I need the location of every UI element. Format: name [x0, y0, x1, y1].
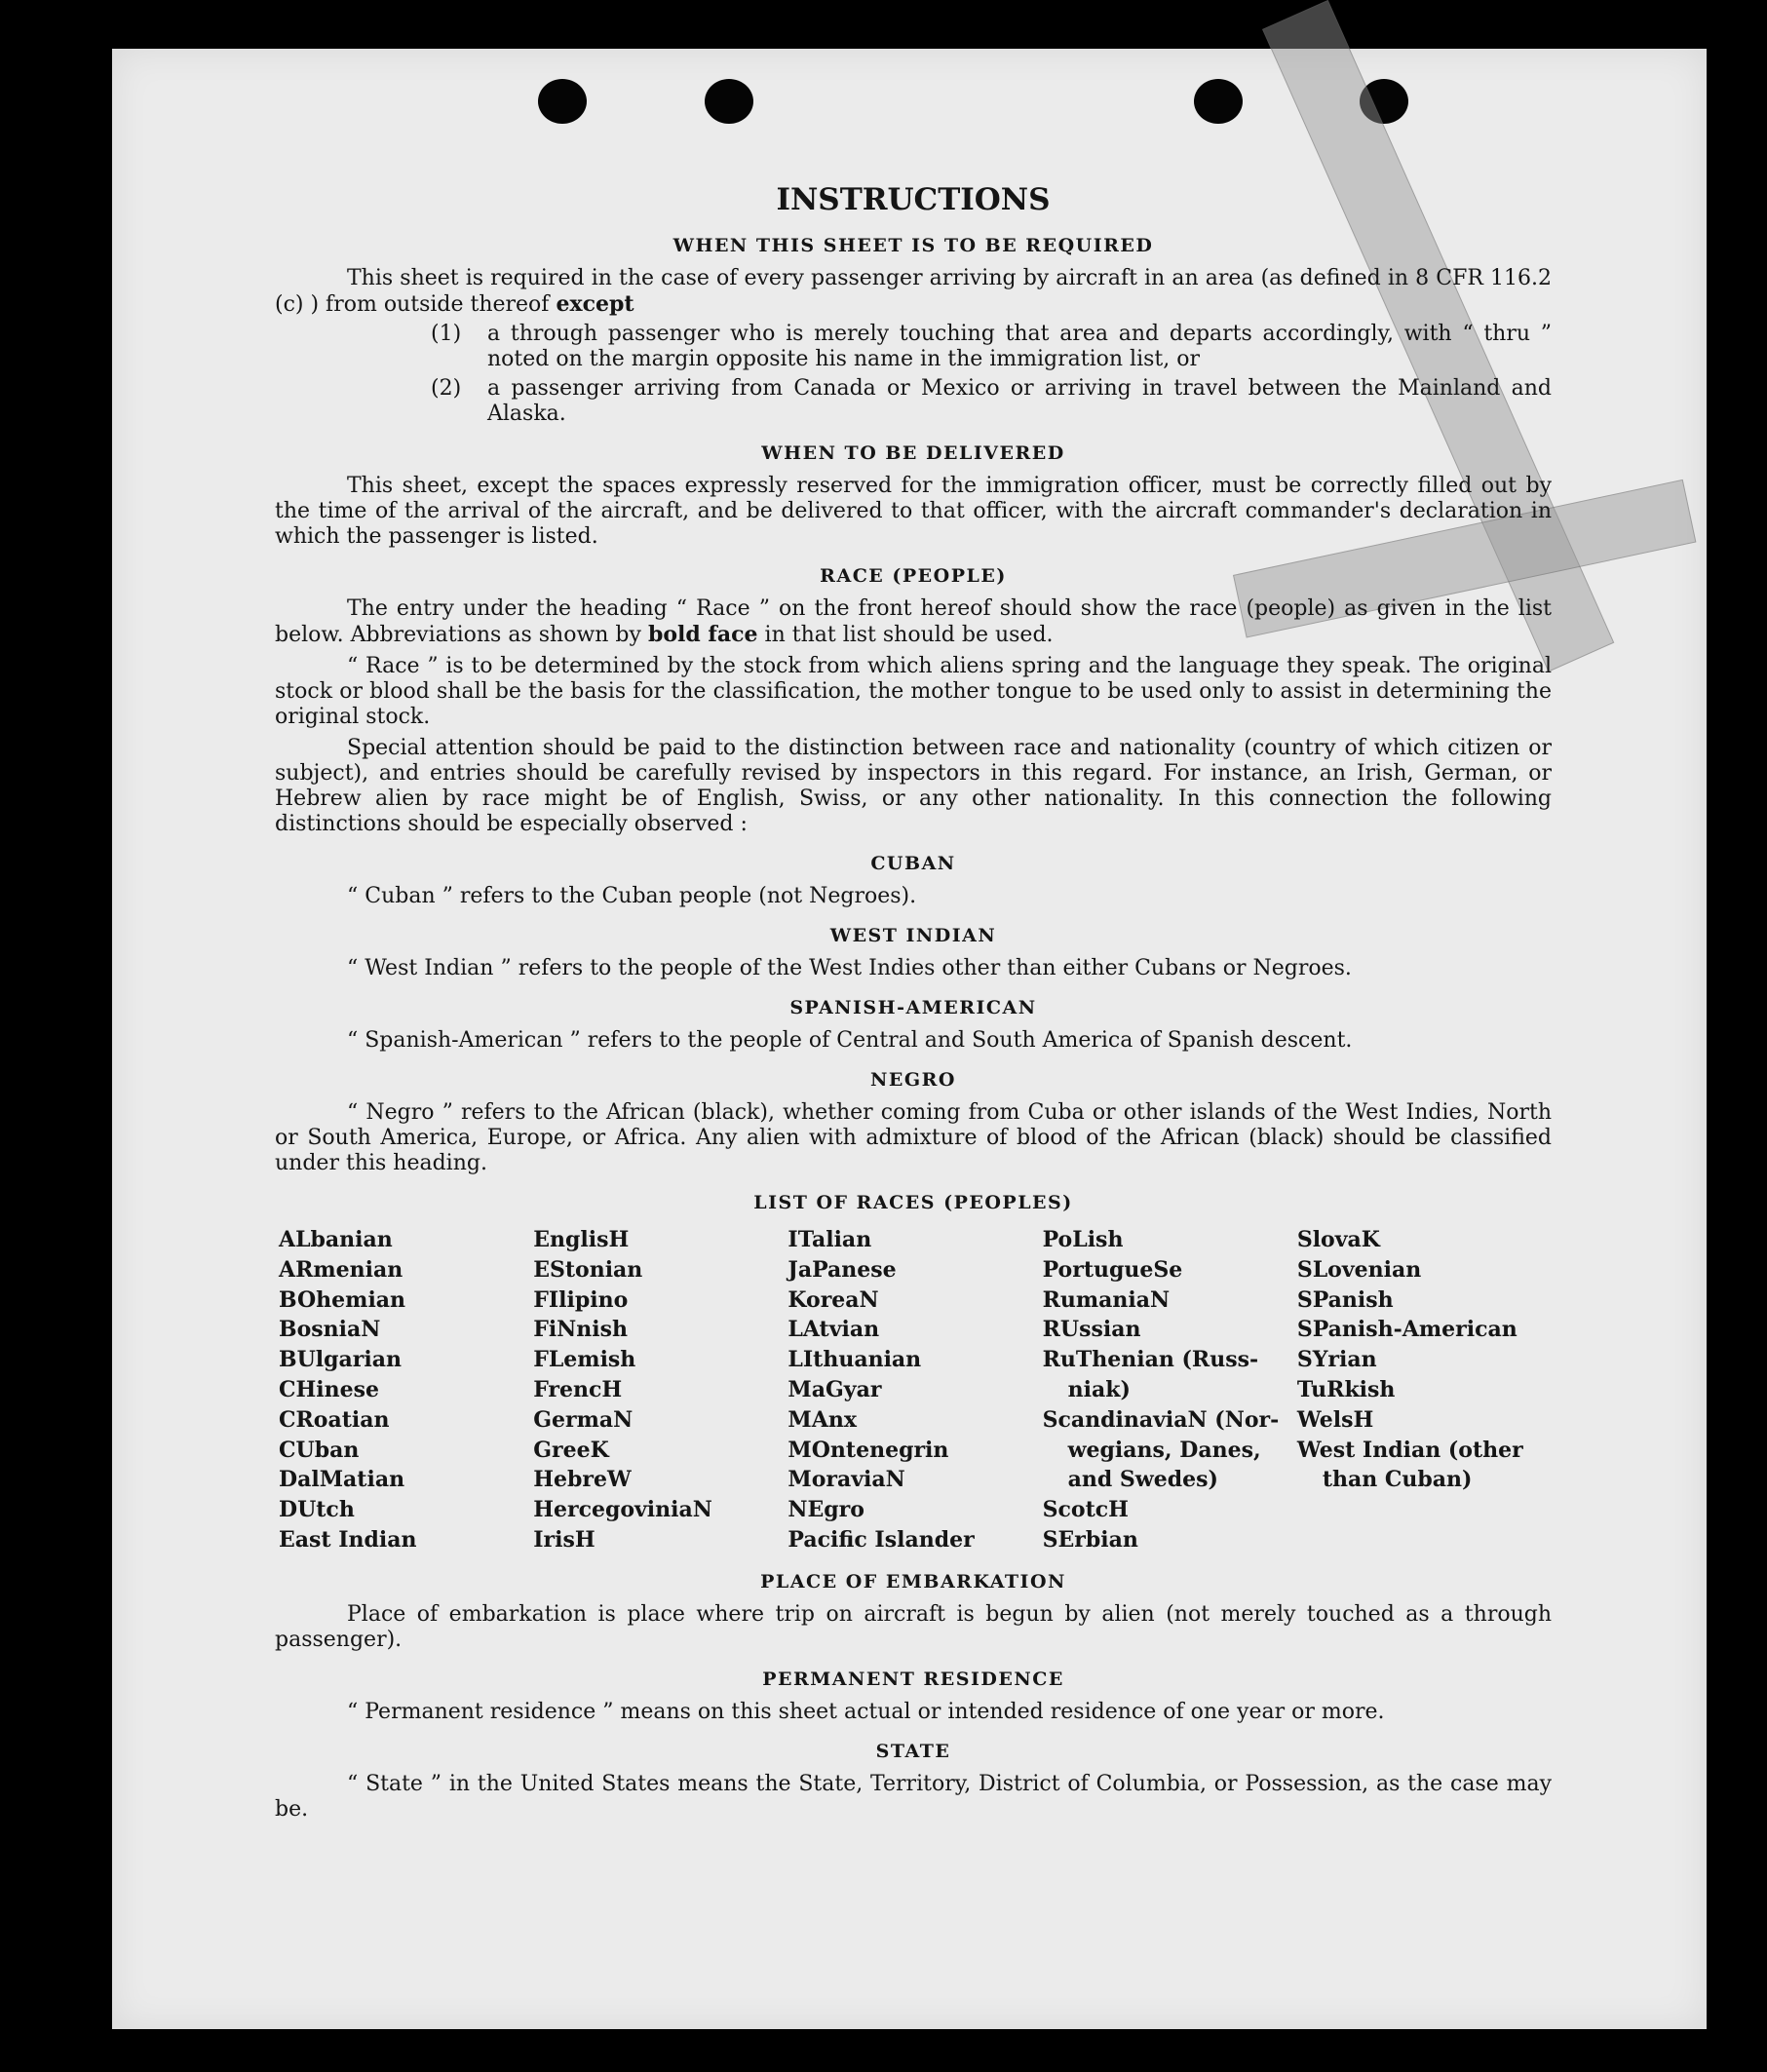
page-title: INSTRUCTIONS: [776, 182, 1051, 217]
race-item: SErbian: [1042, 1526, 1138, 1553]
race-item: MAnx: [787, 1406, 857, 1433]
race-item: LAtvian: [787, 1317, 880, 1343]
paragraph: Special attention should be paid to the distinction between race and nationality (country of which citizen or subject), and entries should be carefully revised by inspectors in this regard. For instance, an Irish, German, or Hebrew alien by race might be of English, Swiss, or any other nationality. In this connection the following distinctions should be especially observed :: [275, 736, 1552, 836]
section-heading: WHEN THIS SHEET IS TO BE REQUIRED: [672, 235, 1154, 256]
race-item: ScandinaviaN (Nor-: [1042, 1406, 1280, 1433]
race-item: EStonian: [533, 1256, 643, 1283]
race-item: SPanish-American: [1296, 1317, 1517, 1343]
paragraph-text: This sheet is required in the case of every passenger arriving by aircraft in an area (as defined in 8 CFR 116.2 (c) ) from outside thereof: [275, 266, 1552, 317]
race-item-continuation: niak): [1067, 1376, 1131, 1402]
list-item: [275, 376, 1552, 427]
race-item: HercegoviniaN: [533, 1497, 712, 1523]
race-item: ALbanian: [279, 1227, 393, 1252]
race-item: DUtch: [279, 1497, 355, 1523]
race-item: West Indian (other: [1296, 1437, 1523, 1463]
race-item: CHinese: [279, 1376, 380, 1402]
race-item: ScotcH: [1042, 1497, 1129, 1523]
section-heading: CUBAN: [870, 853, 956, 874]
race-column: [787, 1225, 1042, 1555]
race-item: CRoatian: [279, 1406, 390, 1433]
race-item: TuRkish: [1296, 1376, 1396, 1402]
paragraph: [275, 266, 1552, 318]
section-heading: NEGRO: [870, 1069, 956, 1091]
race-item: WelsH: [1296, 1406, 1374, 1433]
paragraph-text: in that list should be used.: [764, 623, 1054, 647]
section-heading: LIST OF RACES (PEOPLES): [753, 1192, 1073, 1213]
exception-list: [275, 322, 1552, 427]
race-item: KoreaN: [787, 1286, 879, 1313]
race-item: GermaN: [533, 1406, 634, 1433]
race-item: FiNnish: [533, 1317, 629, 1343]
race-item-continuation: than Cuban): [1322, 1467, 1473, 1493]
bold-text: except: [556, 291, 634, 317]
punch-hole: [1194, 79, 1243, 124]
section-heading: WEST INDIAN: [829, 925, 997, 946]
paragraph: [275, 596, 1552, 648]
paragraph: “ State ” in the United States means the State, Territory, District of Columbia, or Possession, as the case may be.: [275, 1771, 1552, 1822]
race-item: BOhemian: [279, 1286, 406, 1313]
paragraph: “ Cuban ” refers to the Cuban people (not Negroes).: [347, 884, 917, 908]
race-item: CUban: [279, 1437, 360, 1463]
race-item: Pacific Islander: [787, 1526, 975, 1553]
race-item: FrencH: [533, 1376, 623, 1402]
paragraph: “ Negro ” refers to the African (black), whether coming from Cuba or other islands of the West Indies, North or South America, Europe, or Africa. Any alien with admixture of blood of the African (black) should be classified under this heading.: [275, 1100, 1552, 1175]
item-number: (2): [431, 376, 462, 401]
race-item: HebreW: [533, 1467, 632, 1493]
race-item: MoraviaN: [787, 1467, 905, 1493]
race-item: MOntenegrin: [787, 1437, 949, 1463]
race-item: MaGyar: [787, 1376, 882, 1402]
section-heading: PERMANENT RESIDENCE: [762, 1668, 1064, 1690]
paragraph: “ Permanent residence ” means on this sheet actual or intended residence of one year or more.: [347, 1699, 1385, 1724]
section-heading: STATE: [875, 1740, 951, 1762]
race-item: BUlgarian: [279, 1347, 402, 1373]
paragraph-text: The entry under the heading “ Race ” on the front hereof should show the race (people) as given in the list below. Abbreviations as shown by: [275, 596, 1552, 647]
race-item: SLovenian: [1296, 1256, 1422, 1283]
race-item: ITalian: [787, 1227, 872, 1252]
race-item: EnglisH: [533, 1227, 630, 1252]
section-heading: WHEN TO BE DELIVERED: [761, 442, 1065, 464]
race-item: PortugueSe: [1042, 1256, 1183, 1283]
race-column: [533, 1225, 787, 1555]
race-item: BosniaN: [279, 1317, 381, 1343]
item-text: a passenger arriving from Canada or Mexico or arriving in travel between the Mainland and Alaska.: [487, 376, 1552, 426]
race-item: LIthuanian: [787, 1347, 922, 1373]
item-number: (1): [431, 322, 462, 346]
race-item: SYrian: [1296, 1347, 1377, 1373]
race-item: RuThenian (Russ-: [1042, 1347, 1259, 1373]
paragraph: Place of embarkation is place where trip on aircraft is begun by alien (not merely touched as a through passenger).: [275, 1601, 1552, 1652]
race-item: JaPanese: [787, 1256, 897, 1283]
paragraph: This sheet, except the spaces expressly reserved for the immigration officer, must be correctly filled out by the time of the arrival of the aircraft, and be delivered to that officer, with the aircraft commander's declaration in which the passenger is listed.: [275, 474, 1552, 549]
race-column: [1043, 1225, 1297, 1555]
race-item: NEgro: [787, 1497, 864, 1523]
item-text: a through passenger who is merely touching that area and departs accordingly, with “ thru ” noted on the margin opposite his name in the immigration list, or: [487, 322, 1552, 371]
race-item: IrisH: [533, 1526, 595, 1553]
race-item: East Indian: [279, 1526, 417, 1553]
punch-hole: [705, 79, 753, 124]
race-column: [279, 1225, 533, 1555]
bold-text: bold face: [647, 622, 758, 647]
section-heading: SPANISH-AMERICAN: [789, 997, 1037, 1018]
race-item: GreeK: [533, 1437, 609, 1463]
race-item: ARmenian: [279, 1256, 403, 1283]
race-item: DalMatian: [279, 1467, 405, 1493]
race-item: FLemish: [533, 1347, 636, 1373]
race-item: RUssian: [1042, 1317, 1141, 1343]
race-item: SPanish: [1296, 1286, 1394, 1313]
punch-hole: [538, 79, 587, 124]
paragraph: “ Spanish-American ” refers to the people of Central and South America of Spanish descent.: [347, 1028, 1353, 1053]
section-heading: PLACE OF EMBARKATION: [760, 1570, 1066, 1592]
race-item: PoLish: [1042, 1227, 1124, 1252]
race-column: [1297, 1225, 1552, 1555]
paragraph: “ West Indian ” refers to the people of the West Indies other than either Cubans or Negroes.: [347, 956, 1352, 980]
race-list: [279, 1225, 1552, 1555]
race-item: FIlipino: [533, 1286, 629, 1313]
paragraph: “ Race ” is to be determined by the stock from which aliens spring and the language they speak. The original stock or blood shall be the basis for the classification, the mother tongue to be used only to assist in determining the original stock.: [275, 654, 1552, 729]
race-item-continuation: wegians, Danes,: [1067, 1437, 1261, 1463]
race-item-continuation: and Swedes): [1067, 1467, 1218, 1493]
section-heading: RACE (PEOPLE): [820, 565, 1007, 587]
race-item: RumaniaN: [1042, 1286, 1171, 1313]
list-item: [275, 322, 1552, 372]
race-item: SlovaK: [1296, 1227, 1380, 1252]
instructions-text: [275, 180, 1552, 1828]
